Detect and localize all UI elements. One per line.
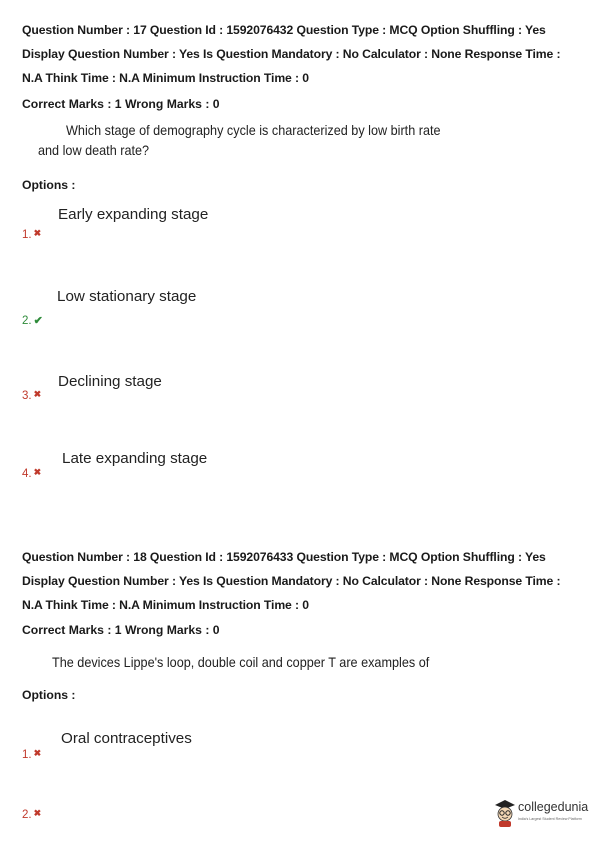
cross-icon: ✖ <box>33 467 42 477</box>
q18-option-1-number: 1. ✖ <box>22 748 42 761</box>
check-icon: ✔ <box>33 315 43 327</box>
question-17-text-line2: and low death rate? <box>38 143 150 158</box>
logo-wordmark: collegedunia <box>518 800 589 814</box>
q17-option-1-text[interactable]: Early expanding stage <box>58 206 209 223</box>
question-18-meta: Question Number : 18 Question Id : 1592076433 Question Type : MCQ Option Shuffling : Yes Display Question Number : Yes Is Question Mandatory : No Calculator : None Response Time : N.A Think Time : N.A Minimum Instruction Time : 0 <box>22 550 561 612</box>
cross-icon: ✖ <box>33 808 42 818</box>
cross-icon: ✖ <box>33 748 42 758</box>
logo-tagline: India's Largest Student Review Platform <box>518 817 582 821</box>
q17-option-4-text[interactable]: Late expanding stage <box>62 450 208 467</box>
question-17-marks: Correct Marks : 1 Wrong Marks : 0 <box>22 97 220 111</box>
q18-option-2-number: 2. ✖ <box>22 808 42 821</box>
collegedunia-logo <box>494 796 590 832</box>
graduate-mascot-icon <box>494 798 516 828</box>
q17-option-3-number: 3. ✖ <box>22 389 42 402</box>
question-18-options-label: Options : <box>22 688 76 702</box>
q17-option-2-text[interactable]: Low stationary stage <box>57 288 197 305</box>
q17-option-1-number: 1. ✖ <box>22 228 42 241</box>
q18-option-1-text[interactable]: Oral contraceptives <box>61 730 192 747</box>
q17-option-3-text[interactable]: Declining stage <box>58 373 162 390</box>
q17-option-2-number: 2. ✔ <box>22 315 43 327</box>
q17-option-4-number: 4. ✖ <box>22 467 42 480</box>
question-18-text: The devices Lippe's loop, double coil and copper T are examples of <box>52 655 430 670</box>
cross-icon: ✖ <box>33 228 42 238</box>
question-18-marks: Correct Marks : 1 Wrong Marks : 0 <box>22 623 220 637</box>
cross-icon: ✖ <box>33 389 42 399</box>
question-17-options-label: Options : <box>22 178 76 192</box>
question-17-meta: Question Number : 17 Question Id : 1592076432 Question Type : MCQ Option Shuffling : Yes Display Question Number : Yes Is Question Mandatory : No Calculator : None Response Time : N.A Think Time : N.A Minimum Instruction Time : 0 <box>22 23 561 85</box>
question-17-text-line1: Which stage of demography cycle is characterized by low birth rate <box>66 123 441 138</box>
